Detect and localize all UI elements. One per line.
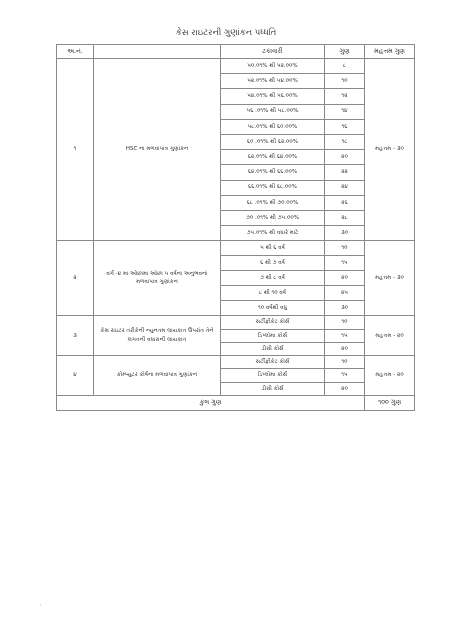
section-criteria: HSC ના મળવાપાત્ર ગુણાંકન bbox=[94, 59, 221, 241]
header-max-marks: મહત્તમ ગુણ bbox=[365, 45, 415, 59]
range-marks: ૨૮ bbox=[325, 210, 365, 225]
range-label: ૮ થી ૧૦ વર્ષ bbox=[221, 286, 325, 301]
range-marks: ૧૫ bbox=[325, 256, 365, 271]
section-criteria: કેસ રાઇટર તરીકેની ન્યુનતમ લાયકાત ઉપરાંત તેને લગતની વધારાની લાયકાત bbox=[94, 316, 221, 356]
section-serial: ૩ bbox=[57, 316, 94, 356]
range-marks: ૨૦ bbox=[325, 342, 365, 355]
range-label: સર્ટીફીકેટ કોર્સ bbox=[221, 316, 325, 329]
range-marks: ૧૮ bbox=[325, 134, 365, 149]
section-max: મહત્તમ - ૩૦ bbox=[365, 241, 415, 316]
range-label: ૬૪.૦૧% થી ૬૬.૦૦% bbox=[221, 165, 325, 180]
table-row bbox=[57, 241, 415, 256]
range-marks: ૧૦ bbox=[325, 356, 365, 369]
range-label: ૭૦ .૦૧% થી ૭૫.૦૦% bbox=[221, 210, 325, 225]
range-marks: ૮ bbox=[325, 59, 365, 74]
table-header-row bbox=[57, 45, 415, 59]
range-label: ૭ થી ૮ વર્ષ bbox=[221, 271, 325, 286]
range-marks: ૩૦ bbox=[325, 226, 365, 241]
range-marks: ૨૫ bbox=[325, 286, 365, 301]
range-label: ડિપ્લોમા કોર્સ bbox=[221, 329, 325, 342]
header-criteria bbox=[94, 45, 221, 59]
range-label: ૫૪.૦૧% થી ૫૬.૦૦% bbox=[221, 89, 325, 104]
range-label: ૫૬ .૦૧% થી ૫૮.૦૦% bbox=[221, 104, 325, 119]
range-marks: ૧૨ bbox=[325, 89, 365, 104]
range-label: ડીગ્રી કોર્સ bbox=[221, 342, 325, 355]
range-marks: ૨૨ bbox=[325, 165, 365, 180]
range-marks: ૧૦ bbox=[325, 316, 365, 329]
range-label: ૬૬.૦૧% થી ૬૮.૦૦% bbox=[221, 180, 325, 195]
section-max: મહત્તમ - ૩૦ bbox=[365, 59, 415, 241]
range-marks: ૨૬ bbox=[325, 195, 365, 210]
range-label: ડિપ્લોમા કોર્સ bbox=[221, 369, 325, 382]
range-marks: ૧૪ bbox=[325, 104, 365, 119]
section-criteria: કોમ્પ્યુટર કોર્ષના મળવાપાત્ર ગુણાંકન bbox=[94, 356, 221, 396]
section-criteria: વર્ગ -૪ મા ઓછામા ઓછા ૫ વર્ષના અનુભવનાં મળવાપાત્ર ગુણાંકન bbox=[94, 241, 221, 316]
section-max: મહત્તમ - ૨૦ bbox=[365, 356, 415, 396]
footer-mark: ' bbox=[40, 604, 42, 610]
range-label: ૬૨.૦૧% થી ૬૪.૦૦% bbox=[221, 150, 325, 165]
range-marks: ૨૦ bbox=[325, 382, 365, 395]
table-row bbox=[57, 316, 415, 329]
range-marks: ૨૪ bbox=[325, 180, 365, 195]
range-marks: ૧૫ bbox=[325, 329, 365, 342]
range-marks: ૧૫ bbox=[325, 369, 365, 382]
header-percent: ટકાવારી bbox=[221, 45, 325, 59]
total-row bbox=[57, 396, 415, 411]
range-marks: ૨૦ bbox=[325, 271, 365, 286]
scoring-table bbox=[56, 44, 415, 411]
range-marks: ૧૬ bbox=[325, 119, 365, 134]
table-row bbox=[57, 356, 415, 369]
total-label: કુલ ગુણ bbox=[57, 396, 365, 411]
header-marks: ગુણ bbox=[325, 45, 365, 59]
page-title: કેસ રાઇટરની ગુણાંકન પધ્ધતિ bbox=[175, 28, 277, 38]
range-label: ૧૦ વર્ષથી વધુ bbox=[221, 301, 325, 316]
range-marks: ૨૦ bbox=[325, 150, 365, 165]
range-marks: ૧૦ bbox=[325, 241, 365, 256]
header-serial: અ.નં. bbox=[57, 45, 94, 59]
table-row bbox=[57, 59, 415, 74]
section-max: મહત્તમ - ૨૦ bbox=[365, 316, 415, 356]
range-label: ડીગ્રી કોર્સ bbox=[221, 382, 325, 395]
section-serial: ૧ bbox=[57, 59, 94, 241]
range-label: ૫૦.૦૧% થી ૫૨.૦૦% bbox=[221, 59, 325, 74]
range-label: ૫૮.૦૧% થી ૬૦.૦૦% bbox=[221, 119, 325, 134]
range-label: ૭૫.૦૧% થી વધારે માટે bbox=[221, 226, 325, 241]
range-label: ૬૮ .૦૧% થી ૭૦.૦૦% bbox=[221, 195, 325, 210]
range-marks: ૧૦ bbox=[325, 74, 365, 89]
range-label: ૬ થી ૭ વર્ષ bbox=[221, 256, 325, 271]
range-label: ૫ થી ૬ વર્ષ bbox=[221, 241, 325, 256]
range-label: ૬૦ .૦૧% થી ૬૨.૦૦% bbox=[221, 134, 325, 149]
range-label: સર્ટીફીકેટ કોર્સ bbox=[221, 356, 325, 369]
total-value: ૧૦૦ ગુણ bbox=[365, 396, 415, 411]
range-marks: ૩૦ bbox=[325, 301, 365, 316]
range-label: ૫૨.૦૧% થી ૫૪.૦૦% bbox=[221, 74, 325, 89]
section-serial: ૨ bbox=[57, 241, 94, 316]
section-serial: ૪ bbox=[57, 356, 94, 396]
